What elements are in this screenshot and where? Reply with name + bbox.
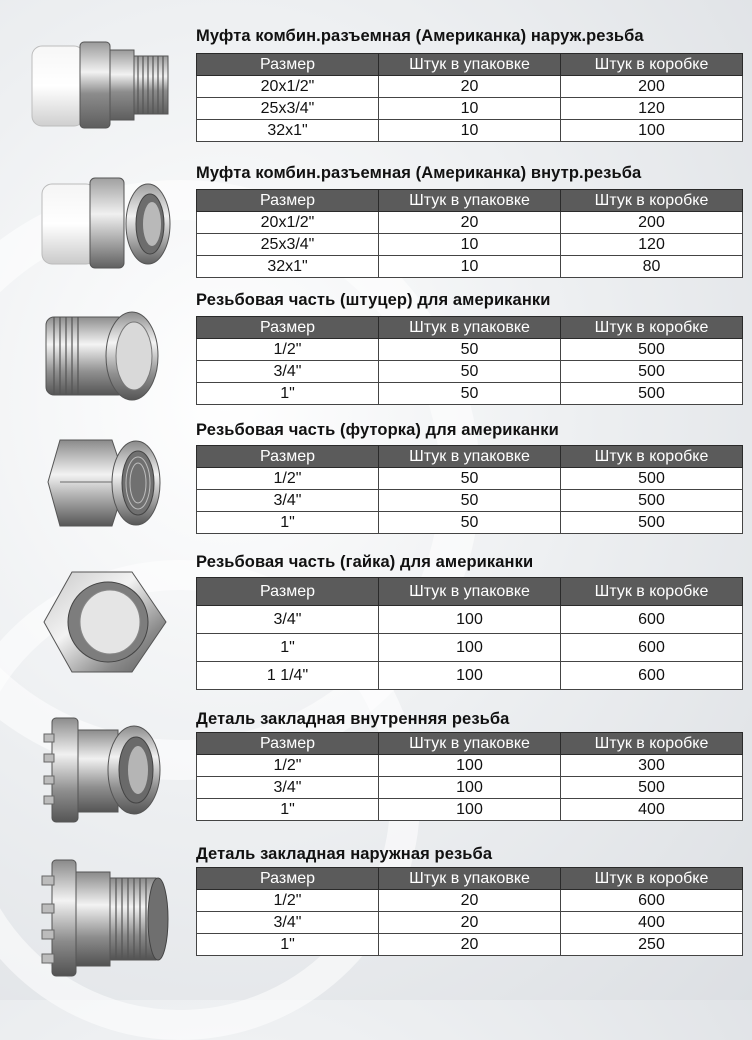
section-title: Муфта комбин.разъемная (Американка) внутр.резьба: [196, 164, 642, 182]
cell-size: 25x3/4": [197, 98, 379, 120]
table-row: [197, 361, 743, 383]
cell-per-box: 500: [561, 490, 743, 512]
cell-size: 32x1": [197, 256, 379, 278]
spec-table: [196, 445, 743, 534]
american-union-female-thread-icon: [28, 172, 173, 272]
cell-per-pack: 50: [379, 512, 561, 534]
table-row: [197, 755, 743, 777]
cell-size: 3/4": [197, 361, 379, 383]
section-title: Деталь закладная наружная резьба: [196, 845, 493, 863]
section-title: Резьбовая часть (футорка) для американки: [196, 421, 559, 439]
cell-per-box: 600: [561, 890, 743, 912]
column-header-per-pack: Штук в упаковке: [379, 446, 561, 468]
cell-per-box: 500: [561, 361, 743, 383]
cell-per-pack: 50: [379, 468, 561, 490]
cell-per-box: 300: [561, 755, 743, 777]
threaded-nipple-icon: [28, 305, 173, 405]
column-header-per-pack: Штук в упаковке: [379, 733, 561, 755]
table-row: [197, 120, 743, 142]
section-title: Деталь закладная внутренняя резьба: [196, 710, 510, 728]
cell-per-box: 250: [561, 934, 743, 956]
column-header-size: Размер: [197, 868, 379, 890]
cell-size: 1/2": [197, 890, 379, 912]
column-header-size: Размер: [197, 578, 379, 606]
table-row: [197, 606, 743, 634]
column-header-per-box: Штук в коробке: [561, 317, 743, 339]
cell-per-pack: 10: [379, 98, 561, 120]
column-header-per-pack: Штук в упаковке: [379, 868, 561, 890]
column-header-per-box: Штук в коробке: [561, 190, 743, 212]
column-header-per-box: Штук в коробке: [561, 578, 743, 606]
cell-size: 32x1": [197, 120, 379, 142]
american-union-male-thread-icon: [28, 38, 173, 133]
table-row: [197, 256, 743, 278]
cell-per-pack: 50: [379, 361, 561, 383]
cell-per-box: 600: [561, 662, 743, 690]
cell-per-pack: 100: [379, 662, 561, 690]
cell-per-pack: 50: [379, 490, 561, 512]
column-header-size: Размер: [197, 190, 379, 212]
table-row: [197, 234, 743, 256]
table-row: [197, 490, 743, 512]
cell-per-box: 500: [561, 339, 743, 361]
cell-size: 1": [197, 934, 379, 956]
cell-per-box: 200: [561, 76, 743, 98]
spec-table: [196, 53, 743, 142]
cell-per-box: 80: [561, 256, 743, 278]
table-row: [197, 890, 743, 912]
cell-per-pack: 100: [379, 777, 561, 799]
table-row: [197, 512, 743, 534]
cell-per-box: 120: [561, 234, 743, 256]
cell-per-box: 200: [561, 212, 743, 234]
cell-size: 1": [197, 799, 379, 821]
cell-per-box: 500: [561, 468, 743, 490]
cell-per-pack: 20: [379, 212, 561, 234]
table-row: [197, 777, 743, 799]
spec-table: [196, 867, 743, 956]
cell-per-box: 100: [561, 120, 743, 142]
section-title: Резьбовая часть (гайка) для американки: [196, 553, 534, 571]
table-row: [197, 468, 743, 490]
cell-size: 25x3/4": [197, 234, 379, 256]
cell-per-box: 600: [561, 634, 743, 662]
cell-size: 3/4": [197, 777, 379, 799]
column-header-per-pack: Штук в упаковке: [379, 317, 561, 339]
table-row: [197, 76, 743, 98]
table-row: [197, 799, 743, 821]
cell-per-pack: 20: [379, 76, 561, 98]
column-header-size: Размер: [197, 733, 379, 755]
spec-table: [196, 577, 743, 690]
cell-size: 20x1/2": [197, 212, 379, 234]
cell-size: 3/4": [197, 912, 379, 934]
column-header-per-box: Штук в коробке: [561, 868, 743, 890]
column-header-size: Размер: [197, 446, 379, 468]
table-row: [197, 383, 743, 405]
table-row: [197, 934, 743, 956]
column-header-per-box: Штук в коробке: [561, 446, 743, 468]
spec-table: [196, 316, 743, 405]
cell-per-pack: 10: [379, 256, 561, 278]
cell-per-box: 500: [561, 512, 743, 534]
spec-table: [196, 732, 743, 821]
cell-per-box: 400: [561, 912, 743, 934]
cell-per-pack: 20: [379, 934, 561, 956]
cell-size: 20x1/2": [197, 76, 379, 98]
cell-size: 1/2": [197, 339, 379, 361]
cell-per-box: 400: [561, 799, 743, 821]
cell-size: 1/2": [197, 755, 379, 777]
table-row: [197, 634, 743, 662]
table-row: [197, 662, 743, 690]
cell-per-pack: 100: [379, 606, 561, 634]
cell-per-pack: 20: [379, 890, 561, 912]
column-header-size: Размер: [197, 54, 379, 76]
column-header-per-box: Штук в коробке: [561, 54, 743, 76]
table-row: [197, 912, 743, 934]
section-title: Резьбовая часть (штуцер) для американки: [196, 291, 551, 309]
cell-per-pack: 50: [379, 383, 561, 405]
column-header-per-box: Штук в коробке: [561, 733, 743, 755]
cell-per-pack: 50: [379, 339, 561, 361]
cell-per-box: 600: [561, 606, 743, 634]
cell-per-pack: 100: [379, 799, 561, 821]
cell-size: 1": [197, 634, 379, 662]
column-header-per-pack: Штук в упаковке: [379, 190, 561, 212]
cell-size: 3/4": [197, 490, 379, 512]
cell-size: 1": [197, 512, 379, 534]
column-header-per-pack: Штук в упаковке: [379, 578, 561, 606]
cell-per-box: 500: [561, 383, 743, 405]
cell-per-pack: 10: [379, 234, 561, 256]
embedded-female-insert-icon: [28, 714, 173, 826]
column-header-per-pack: Штук в упаковке: [379, 54, 561, 76]
cell-size: 1/2": [197, 468, 379, 490]
table-row: [197, 98, 743, 120]
cell-per-pack: 20: [379, 912, 561, 934]
cell-size: 1 1/4": [197, 662, 379, 690]
cell-per-box: 120: [561, 98, 743, 120]
cell-size: 3/4": [197, 606, 379, 634]
table-row: [197, 339, 743, 361]
cell-per-pack: 100: [379, 755, 561, 777]
cell-per-pack: 100: [379, 634, 561, 662]
union-nut-icon: [28, 566, 173, 678]
embedded-male-insert-icon: [28, 856, 173, 981]
column-header-size: Размер: [197, 317, 379, 339]
section-title: Муфта комбин.разъемная (Американка) наруж.резьба: [196, 27, 644, 45]
cell-per-box: 500: [561, 777, 743, 799]
table-row: [197, 212, 743, 234]
threaded-bushing-icon: [28, 432, 173, 532]
cell-per-pack: 10: [379, 120, 561, 142]
cell-size: 1": [197, 383, 379, 405]
spec-table: [196, 189, 743, 278]
